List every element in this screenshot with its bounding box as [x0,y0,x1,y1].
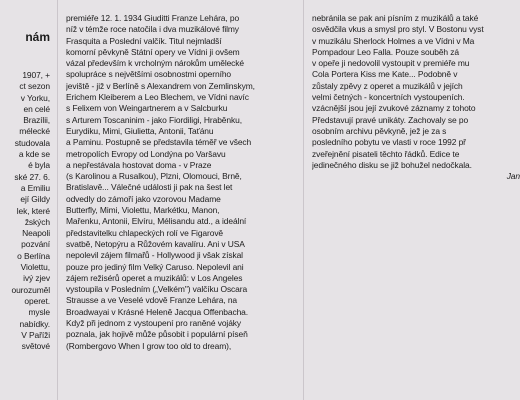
text-line: osvědčila vkus a smysl pro styl. V Bostonu vyst [312,24,484,35]
text-line: osobním archivu pěvkyně, jež je za s [312,125,447,136]
text-line: představitelku chlapeckých rolí ve Figarově [66,227,224,238]
text-line: svatbě, Netopýru a Růžovém kavalíru. Ani v USA [66,238,245,249]
text-line: jedinečného disku se již bohužel nedočkala. [312,159,472,170]
text-line: V Paříži [21,329,50,340]
text-line: mélecké [19,126,50,137]
right-column [312,0,520,400]
text-line: s Arturem Toscaninim - jako Fiordiligi, Hraběnku, [66,114,242,125]
text-line: Erichem Kleiberem a Leo Blechem, ve Vídni navíc [66,92,249,103]
text-line: poznala, jak hojivě může působit i populární píseň [66,329,248,340]
text-line: nabídky. [19,318,50,329]
text-line: vázal především k vrcholným nárokům umělecké [66,58,245,69]
text-line: a kde se [18,149,50,160]
text-line: spolupráce s největšími osobnostmi operního [66,69,232,80]
text-line: 1907, + [22,70,50,80]
text-line: žských [24,216,50,227]
text-line: a nepřestávala hostovat doma - v Praze [66,159,212,170]
text-line: v Yorku, [20,92,50,103]
text-line: Broadwayai v Krásné Heleně Jacqua Offenbacha. [66,306,249,317]
text-line: v opeře ji nedovolil vystoupit v premiéře mu [312,58,470,69]
text-line: světové [21,341,50,352]
text-line: Cola Portera Kiss me Kate... Podobně v [312,69,458,80]
text-line: Strausse a ve Veselé vdově Franze Lehára, na [66,295,238,306]
heading-fragment: nám [25,30,50,44]
left-column-text [0,70,50,352]
text-line: nebránila se pak ani písním z muzikálů a také [312,13,479,23]
text-line: mysle [28,307,50,318]
text-line: operet. [24,295,50,306]
text-line: studovala [14,137,50,148]
text-line: Pompadour Leo Falla. Pouze souběh zá [312,46,459,57]
text-line: zájem režisérů operet a muzikálů: v Los Angeles [66,272,243,283]
text-line: zůstaly zpěvy z operet a muzikálů v jejích [312,80,463,91]
text-line: posledního pobytu ve vlasti v roce 1992 př [312,137,466,148]
text-line: Když při jednom z vystoupení pro raněné vojáky [66,318,242,329]
text-line: Butterfly, Mimi, Violettu, Markétku, Manon, [66,205,220,216]
text-line: lek, které [16,205,50,216]
text-line: o Berlína [17,250,50,261]
text-line: velmi četných - koncertních vystoupeních. [312,92,465,103]
text-line: é byla [28,160,50,171]
text-line: ourozuměl [11,284,50,295]
text-line: ejí Gildy [20,194,50,205]
text-line: s Felixem von Weingartnerem a v Salcburku [66,103,228,114]
text-line: premiéře 12. 1. 1934 Giuditti Franze Lehára, po [66,13,240,23]
text-line: ct sezon [19,81,50,92]
text-line: (Rombergovo When I grow too old to dream), [66,340,232,351]
middle-column [66,0,296,400]
text-line: ivý zjev [23,273,50,284]
text-line: Mařenku, Antonii, Elvíru, Mélisandu atd., a ideální [66,216,247,227]
text-line: en celé [23,103,50,114]
text-line: pouze pro jediný film Velký Caruso. Nepolevil ani [66,261,244,272]
text-line: Bratislavě... Válečné události ji pak na šest let [66,182,233,193]
text-line: v muzikálu Sherlock Holmes a ve Vídni v Ma [312,35,475,46]
text-line: Violettu, [20,262,50,273]
text-line: ské 27. 6. [14,171,50,182]
text-line: Brazílii, [23,115,50,126]
fold-divider [57,0,58,400]
text-line: a Paminu. Postupně se představila téměř ve všech [66,137,252,148]
text-line: komorní pěvkyně Státní opery ve Vídni ji ovšem [66,46,240,57]
right-column-text [312,13,520,182]
text-line: Frasquita a Poslední valčík. Titul nejmladší [66,35,222,46]
text-line: vystoupila v Posledním („Velkém") valčíku Oscara [66,284,248,295]
text-line: metropolích Evropy od Londýna po Varšavu [66,148,226,159]
text-line: (s Karolinou a Rusalkou), Plzni, Olomouci, Brně, [66,171,242,182]
text-line: a Emiliu [20,182,50,193]
text-line: nepolevil zájem filmařů - Hollywood ji však získal [66,250,243,261]
text-line: jeviště - již v Berlíně s Alexandrem von Zemlinskym, [66,80,255,91]
author-signature: Jan [506,171,520,182]
text-line: Neapoli [22,228,50,239]
text-line: zveřejnění pisateli těchto řádků. Edice te [312,148,460,159]
left-column [0,0,50,400]
text-line: níž v témže roce natočila i dva muzikálové filmy [66,24,239,35]
text-line: odvedly do zámoří jako vzorovou Madame [66,193,221,204]
text-line: vzácnější jsou její zvukové záznamy z tohoto [312,103,476,114]
middle-column-text [66,13,296,352]
text-line: Představují pravé unikáty. Zachovaly se po [312,114,469,125]
text-line: pozvání [21,239,50,250]
text-line: Eurydiku, Mimi, Giulietta, Antonii, Taťánu [66,125,214,136]
fold-divider [303,0,304,400]
